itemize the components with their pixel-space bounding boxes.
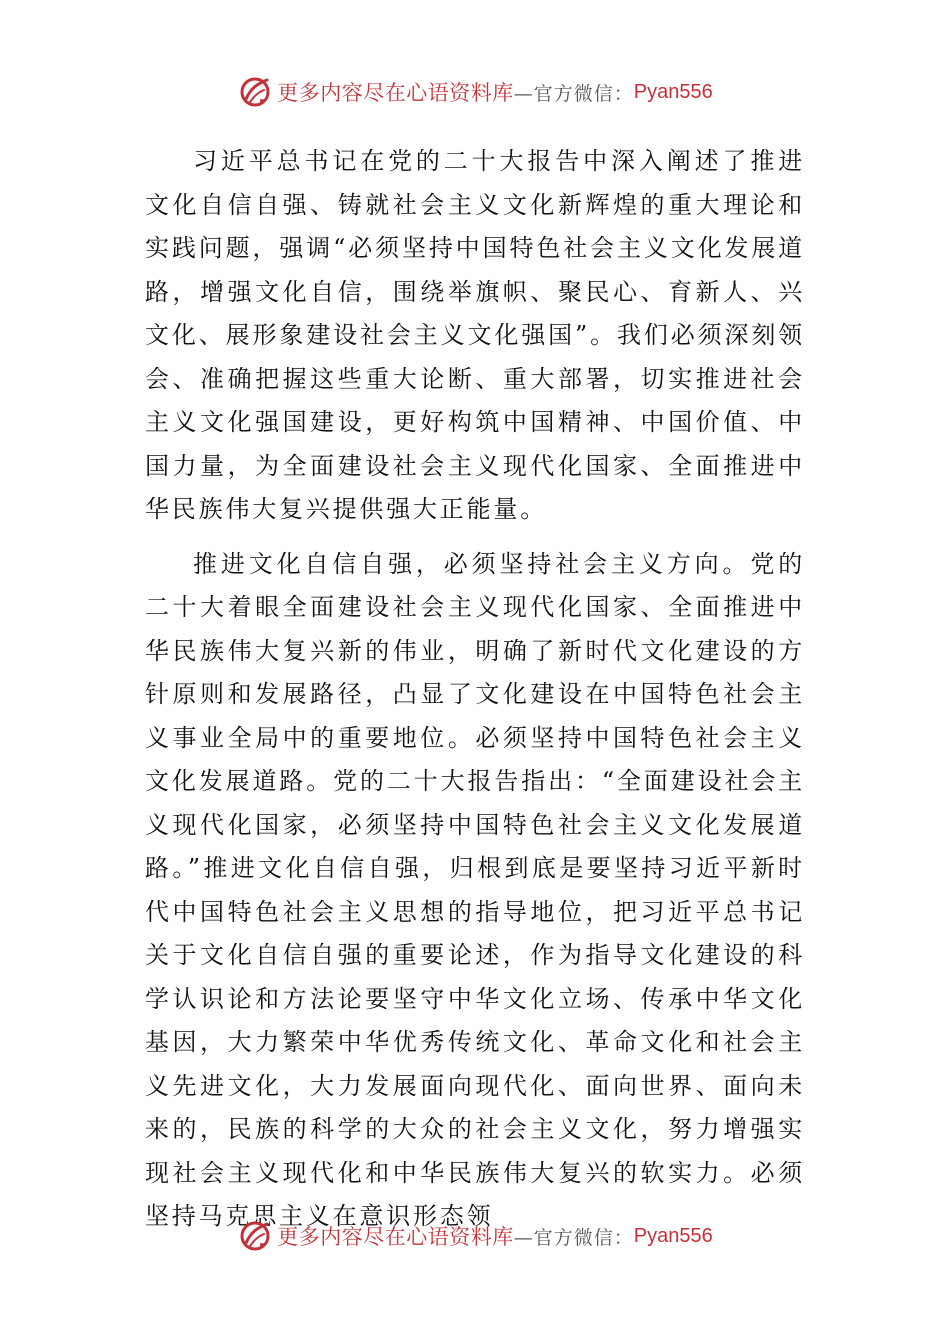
paragraph-2: 推进文化自信自强，必须坚持社会主义方向。党的二十大着眼全面建设社会主义现代化国家、全面推进中华民族伟大复兴新的伟业，明确了新时代文化建设的方针原则和发展路径，凸显了文化建设在中国特色社会主义事业全局中的重要地位。必须坚持中国特色社会主义文化发展道路。党的二十大报告指出：“全面建设社会主义现代化国家，必须坚持中国特色社会主义文化发展道路。”推进文化自信自强，归根到底是要坚持习近平新时代中国特色社会主义思想的指导地位，把习近平总书记关于文化自信自强的重要论述，作为指导文化建设的科学认识论和方法论要坚守中华文化立场、传承中华文化基因，大力繁荣中华优秀传统文化、革命文化和社会主义先进文化，大力发展面向现代化、面向世界、面向未来的，民族的科学的大众的社会主义文化，努力增强实现社会主义现代化和中华民族伟大复兴的软实力。必须坚持马克思主义在意识形态领: [145, 549, 805, 1230]
banner-wechat-label: —官方微信：: [513, 1226, 634, 1249]
calligraphy-seal-icon: [237, 1218, 273, 1254]
banner-title: 更多内容尽在心语资料库: [277, 1225, 514, 1249]
banner-wechat-id: Pyan556: [633, 1224, 713, 1247]
banner-title: 更多内容尽在心语资料库: [277, 81, 514, 105]
banner-wechat-label: —官方微信：: [513, 82, 634, 105]
banner-wechat-id: Pyan556: [633, 80, 713, 103]
document-body: [145, 140, 805, 1239]
calligraphy-seal-icon: [237, 74, 273, 110]
header-watermark-banner: [0, 72, 950, 112]
paragraph-1: 习近平总书记在党的二十大报告中深入阐述了推进文化自信自强、铸就社会主义文化新辉煌的重大理论和实践问题，强调“必须坚持中国特色社会主义文化发展道路，增强文化自信，围绕举旗帜、聚民心、育新人、兴文化、展形象建设社会主义文化强国”。我们必须深刻领会、准确把握这些重大论断、重大部署，切实推进社会主义文化强国建设，更好构筑中国精神、中国价值、中国力量，为全面建设社会主义现代化国家、全面推进中华民族伟大复兴提供强大正能量。: [145, 147, 805, 523]
footer-watermark-banner: [0, 1216, 950, 1256]
